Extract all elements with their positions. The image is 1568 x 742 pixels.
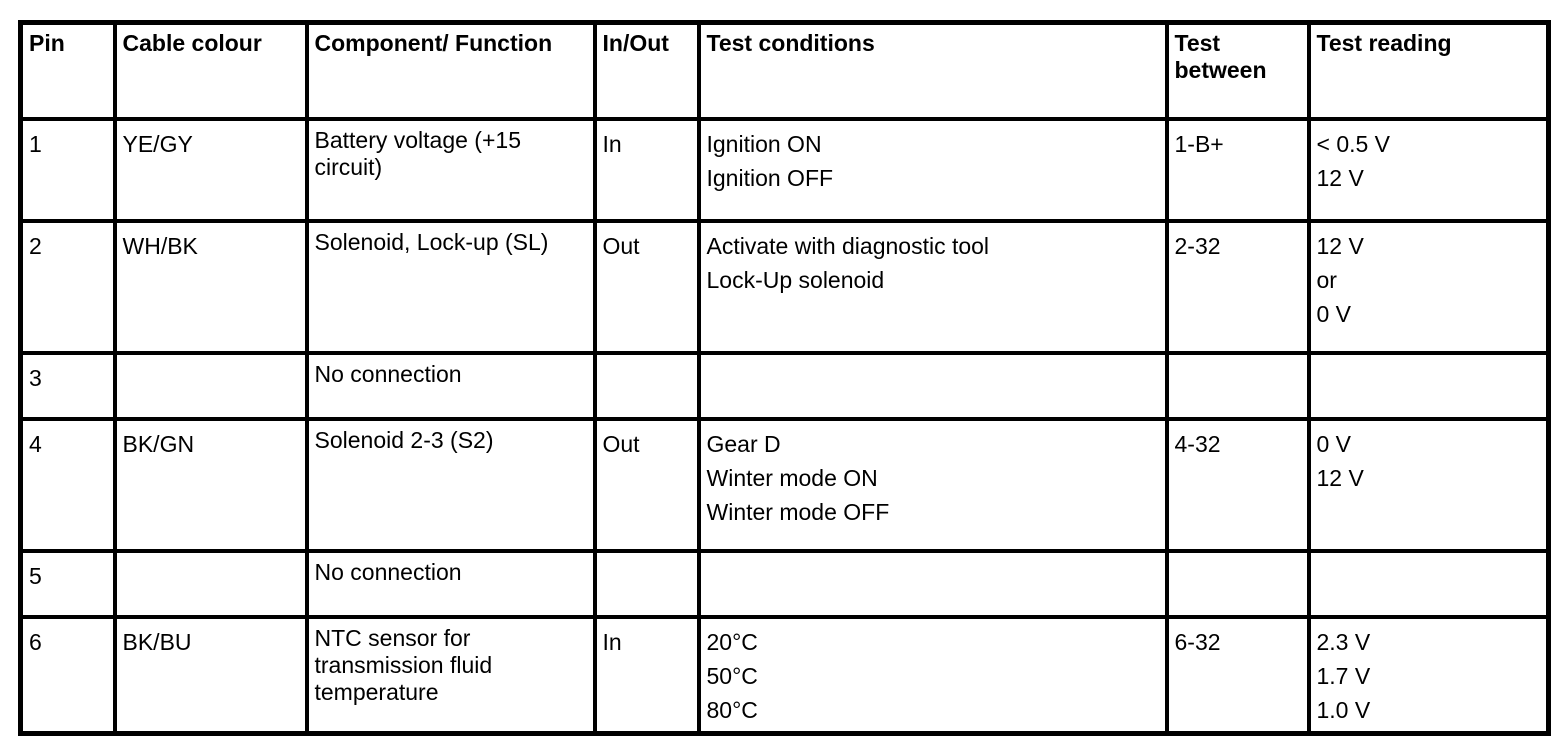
test-reading-line: 2.3 V (1316, 628, 1371, 655)
table-row (21, 419, 1549, 551)
test-reading-line: 12 V (1316, 232, 1364, 259)
cell-cable-colour: BK/BU (115, 617, 307, 734)
cell-cable-colour: YE/GY (115, 119, 307, 221)
test-condition-line: Gear D (706, 430, 781, 457)
test-reading-line: 0 V (1316, 430, 1352, 457)
header-row (21, 23, 1549, 119)
cell-test-between: 6-32 (1167, 617, 1309, 734)
test-reading-line: 0 V (1316, 300, 1352, 327)
test-reading-line: 12 V (1316, 164, 1364, 191)
cell-test-reading (1309, 551, 1549, 617)
cell-pin: 6 (21, 617, 115, 734)
test-condition-line: Ignition OFF (706, 164, 834, 191)
test-condition-line: 80°C (706, 696, 758, 723)
header-test-conditions: Test conditions (699, 23, 1167, 119)
cell-pin: 4 (21, 419, 115, 551)
test-condition-line: Ignition ON (706, 130, 822, 157)
cell-test-reading (1309, 119, 1549, 221)
test-reading-line: 1.0 V (1316, 696, 1371, 723)
test-condition-line: Winter mode OFF (706, 498, 890, 525)
cell-component-function: Battery voltage (+15 circuit) (307, 119, 595, 221)
cell-test-between: 4-32 (1167, 419, 1309, 551)
table-body (21, 119, 1549, 734)
test-reading-line: < 0.5 V (1316, 130, 1391, 157)
cell-test-reading (1309, 419, 1549, 551)
cell-cable-colour (115, 551, 307, 617)
cell-component-function: NTC sensor for transmission fluid temperature (307, 617, 595, 734)
header-cable-colour: Cable colour (115, 23, 307, 119)
header-pin: Pin (21, 23, 115, 119)
cell-cable-colour (115, 353, 307, 419)
cell-test-conditions (699, 419, 1167, 551)
table-row (21, 221, 1549, 353)
cell-in-out: In (595, 617, 699, 734)
cell-in-out: Out (595, 419, 699, 551)
cell-test-conditions (699, 221, 1167, 353)
cell-pin: 5 (21, 551, 115, 617)
cell-test-between (1167, 353, 1309, 419)
header-in-out: In/Out (595, 23, 699, 119)
cell-test-reading (1309, 617, 1549, 734)
header-test-reading: Test reading (1309, 23, 1549, 119)
cell-component-function: No connection (307, 353, 595, 419)
cell-cable-colour: BK/GN (115, 419, 307, 551)
test-reading-line: or (1316, 266, 1337, 293)
test-condition-line: 20°C (706, 628, 758, 655)
cell-in-out: Out (595, 221, 699, 353)
cell-test-conditions (699, 551, 1167, 617)
table-row (21, 119, 1549, 221)
cell-in-out (595, 551, 699, 617)
cell-component-function: No connection (307, 551, 595, 617)
table-row (21, 551, 1549, 617)
cell-cable-colour: WH/BK (115, 221, 307, 353)
table-row (21, 617, 1549, 734)
pinout-table (18, 20, 1551, 736)
test-condition-line: 50°C (706, 662, 758, 689)
cell-component-function: Solenoid, Lock-up (SL) (307, 221, 595, 353)
cell-test-between (1167, 551, 1309, 617)
cell-test-reading (1309, 353, 1549, 419)
cell-test-between: 1-B+ (1167, 119, 1309, 221)
cell-test-reading (1309, 221, 1549, 353)
test-condition-line: Lock-Up solenoid (706, 266, 885, 293)
cell-test-conditions (699, 617, 1167, 734)
cell-component-function: Solenoid 2-3 (S2) (307, 419, 595, 551)
header-test-between: Test between (1167, 23, 1309, 119)
cell-test-conditions (699, 353, 1167, 419)
test-condition-line: Winter mode ON (706, 464, 878, 491)
cell-test-conditions (699, 119, 1167, 221)
test-reading-line: 1.7 V (1316, 662, 1371, 689)
header-component-function: Component/ Function (307, 23, 595, 119)
cell-pin: 2 (21, 221, 115, 353)
cell-in-out (595, 353, 699, 419)
cell-test-between: 2-32 (1167, 221, 1309, 353)
table-row (21, 353, 1549, 419)
test-reading-line: 12 V (1316, 464, 1364, 491)
cell-pin: 1 (21, 119, 115, 221)
cell-pin: 3 (21, 353, 115, 419)
cell-in-out: In (595, 119, 699, 221)
test-condition-line: Activate with diagnostic tool (706, 232, 990, 259)
pinout-table-container (18, 20, 1546, 736)
